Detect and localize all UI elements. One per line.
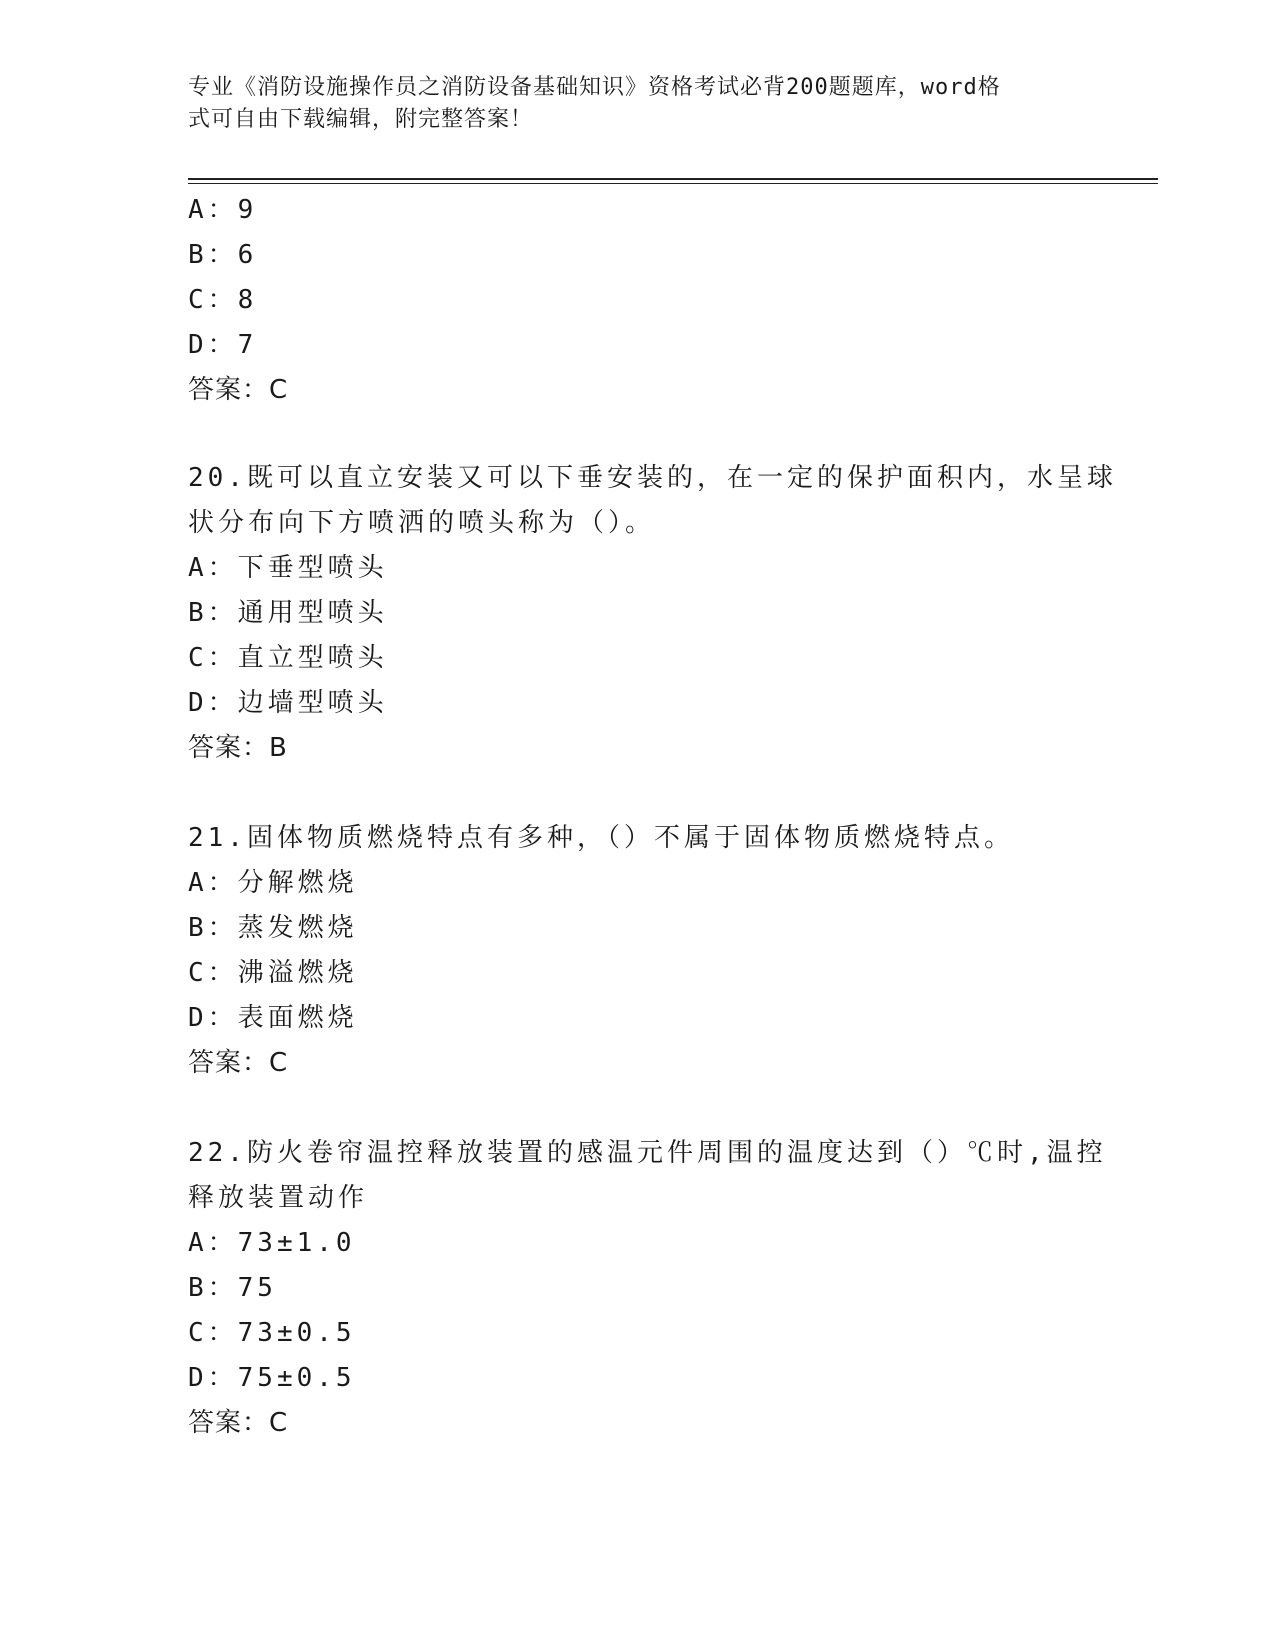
q22-option-c: C：73±0.5 xyxy=(188,1318,356,1348)
q22-question-line-1: 22.防火卷帘温控释放装置的感温元件周围的温度达到（）℃时,温控 xyxy=(188,1138,1107,1168)
q21-option-c: C：沸溢燃烧 xyxy=(188,958,358,988)
q22-option-d: D：75±0.5 xyxy=(188,1363,356,1393)
document-header xyxy=(188,72,1068,136)
q20-option-c: C：直立型喷头 xyxy=(188,643,388,673)
q21-question-line-1: 21.固体物质燃烧特点有多种，（）不属于固体物质燃烧特点。 xyxy=(188,823,1014,853)
q19-option-d: D：7 xyxy=(188,330,258,360)
header-line-1: 专业《消防设施操作员之消防设备基础知识》资格考试必背200题题库，word格 xyxy=(188,75,1001,100)
q19-option-c: C：8 xyxy=(188,285,258,315)
q22-answer: 答案：C xyxy=(188,1408,289,1438)
header-divider-thick xyxy=(188,178,1158,180)
q22-question-line-2: 释放装置动作 xyxy=(188,1183,369,1213)
q21-option-b: B：蒸发燃烧 xyxy=(188,913,358,943)
q21-option-d: D：表面燃烧 xyxy=(188,1003,358,1033)
q22-option-a: A：73±1.0 xyxy=(188,1228,356,1258)
q20-option-b: B：通用型喷头 xyxy=(188,598,388,628)
q22-option-b: B：75 xyxy=(188,1273,277,1303)
header-divider-thin xyxy=(188,183,1158,184)
q20-question-line-1: 20.既可以直立安装又可以下垂安装的，在一定的保护面积内，水呈球 xyxy=(188,463,1117,493)
q21-answer: 答案：C xyxy=(188,1048,289,1078)
q21-option-a: A：分解燃烧 xyxy=(188,868,358,898)
q20-option-d: D：边墙型喷头 xyxy=(188,688,388,718)
q19-answer: 答案：C xyxy=(188,375,289,405)
q20-answer: 答案：B xyxy=(188,733,288,763)
q19-option-a: A：9 xyxy=(188,195,258,225)
q20-question-line-2: 状分布向下方喷洒的喷头称为（）。 xyxy=(188,508,656,538)
header-line-2: 式可自由下载编辑，附完整答案！ xyxy=(188,107,534,132)
q19-option-b: B：6 xyxy=(188,240,258,270)
q20-option-a: A：下垂型喷头 xyxy=(188,553,388,583)
